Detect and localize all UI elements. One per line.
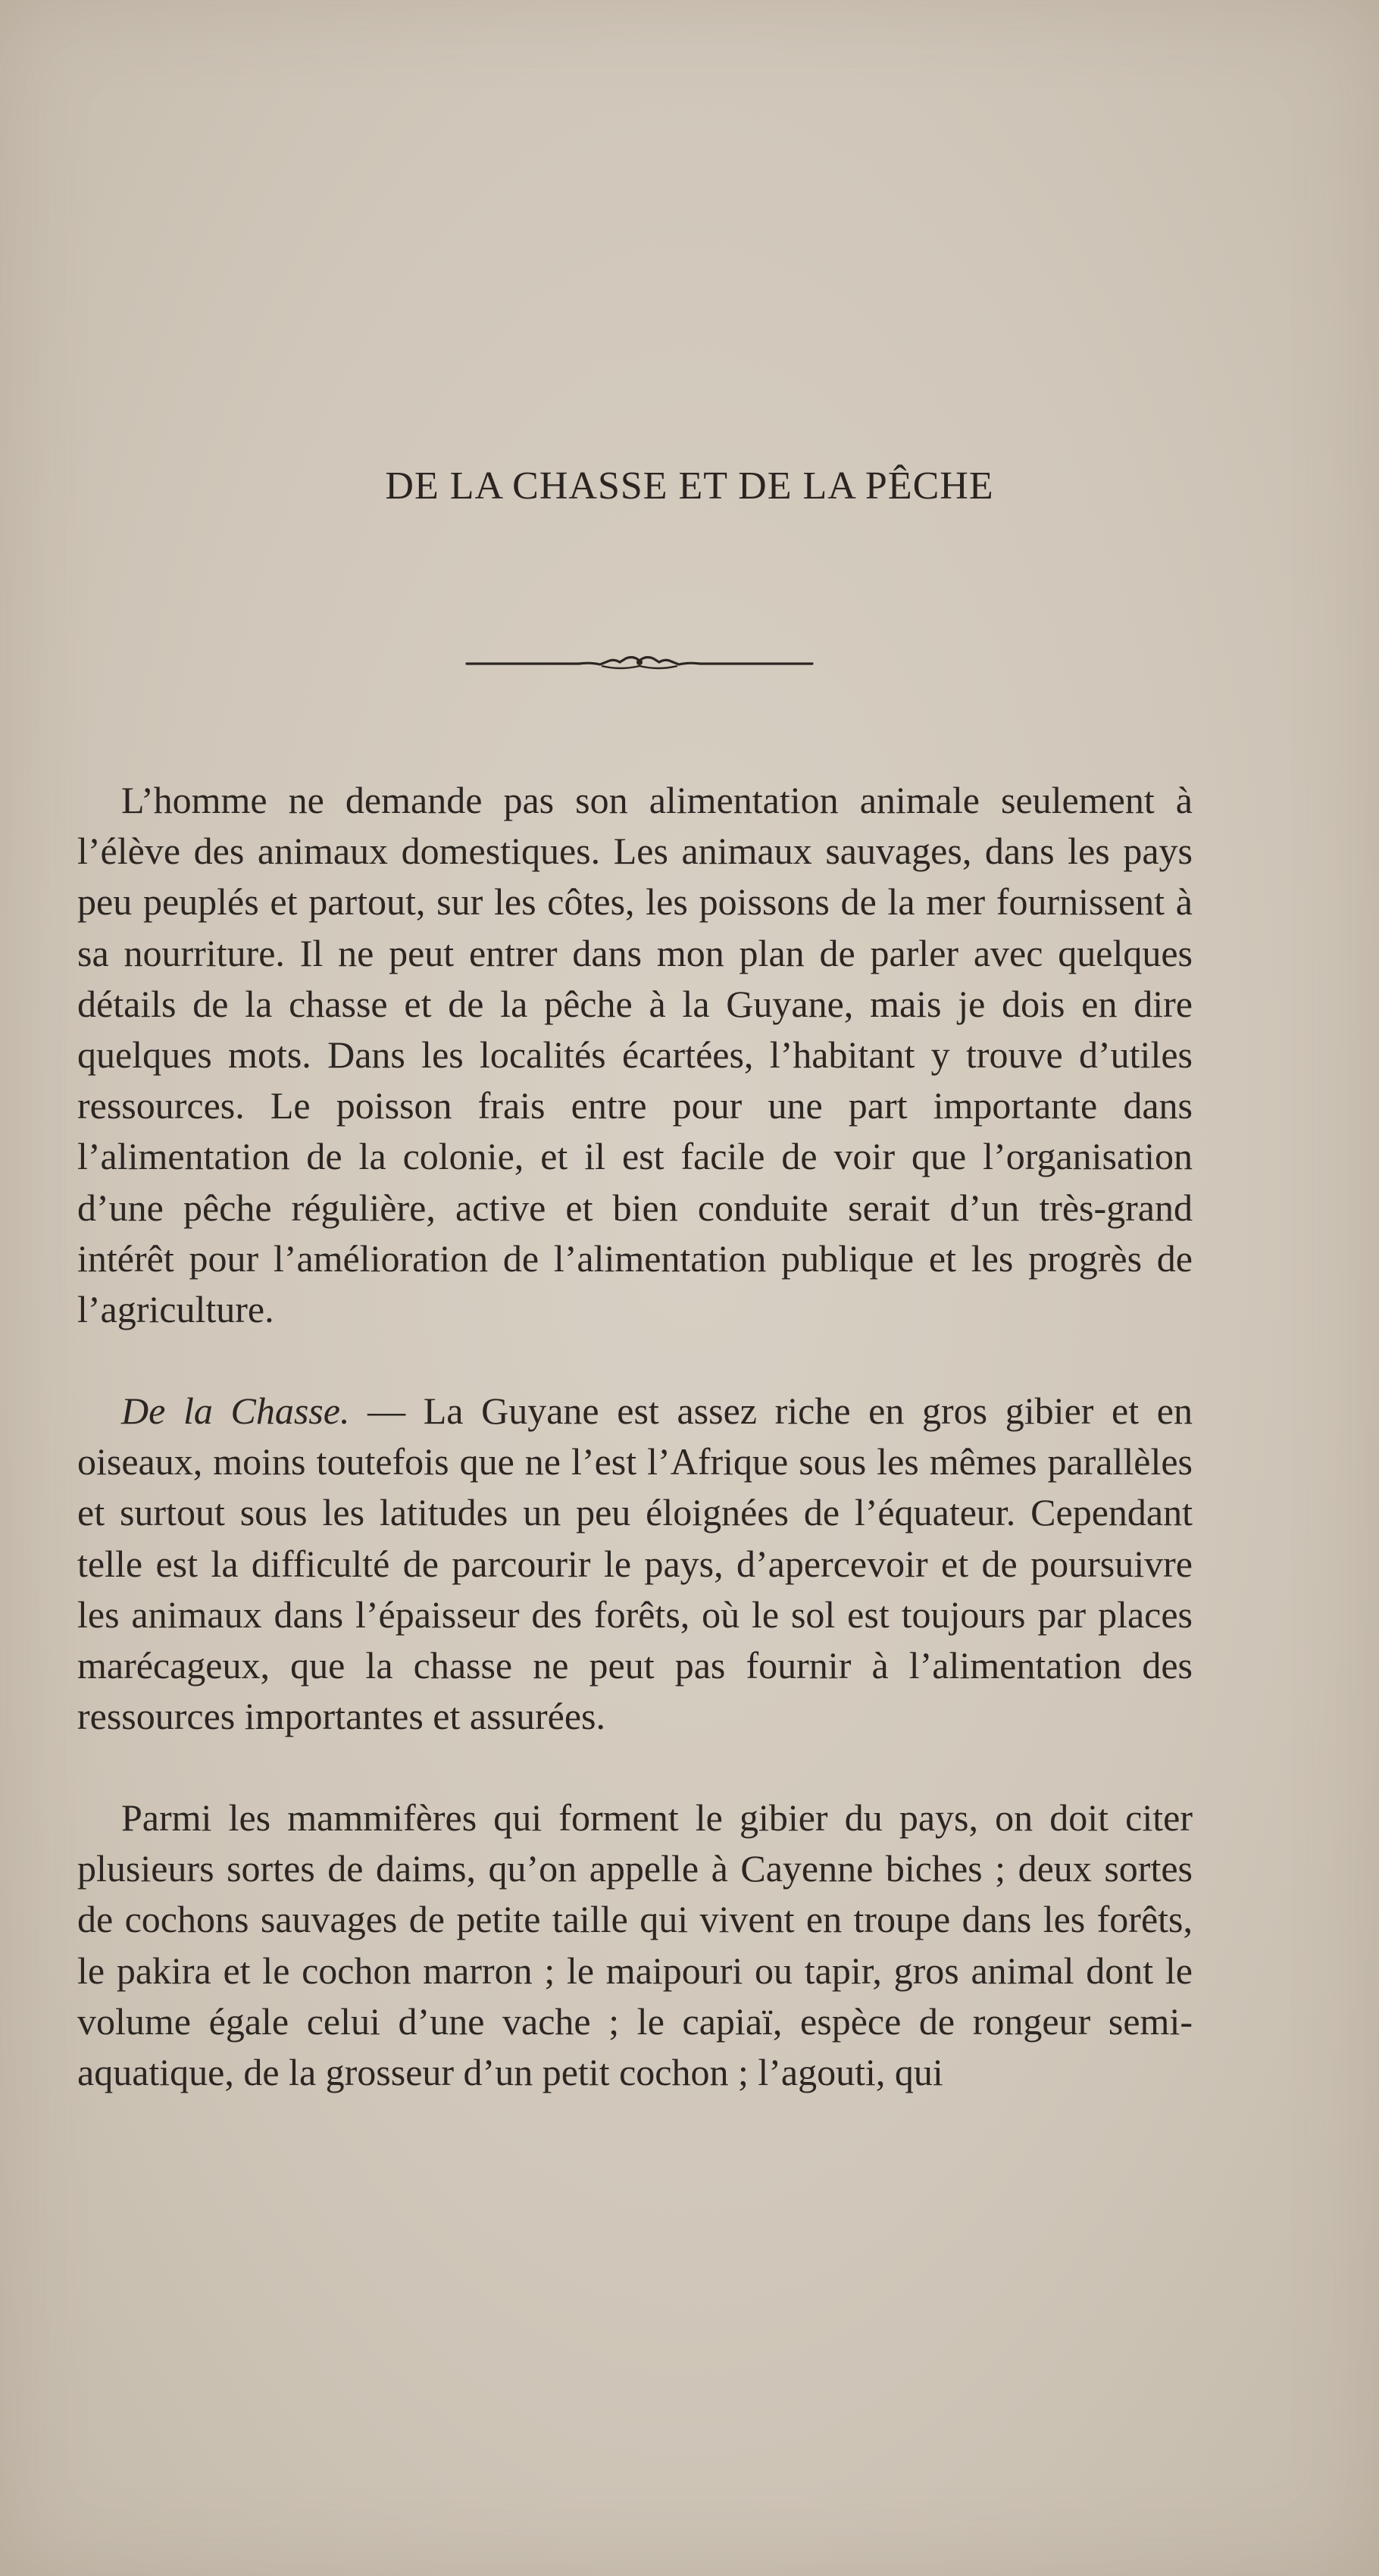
section-lead: De la Chasse. [121,1390,350,1432]
paragraph-body: — La Guyane est assez riche en gros gibier et en oiseaux, moins toutefois que ne l’est l’Afrique sous les mêmes parallèles et surtout sous les latitudes un peu éloignées de l’équateur. Cependant telle est la difficulté de parcourir le pays, d’apercevoir et de poursuivre les animaux dans l’épaisseur des forêts, où le sol est toujours par places marécageux, que la chasse ne peut pas fournir à l’alimentation des ressources importantes et assurées. [77,1390,1193,1738]
paragraph-mammals [77,1793,1193,2098]
chapter-heading: DE LA CHASSE ET DE LA PÊCHE [385,464,994,508]
decorative-rule-icon [465,648,814,678]
paragraph-text [77,1386,1193,1742]
paragraph-text: L’homme ne demande pas son alimentation animale seulement à l’élève des animaux domestiques. Les animaux sauvages, dans les pays peu peuplés et partout, sur les côtes, les poissons de la mer fournissent à sa nourriture. Il ne peut entrer dans mon plan de parler avec quelques détails de la chasse et de la pêche à la Guyane, mais je dois en dire quelques mots. Dans les localités écartées, l’habitant y trouve d’utiles ressources. Le poisson frais entre pour une part importante dans l’alimentation de la colonie, et il est facile de voir que l’organisation d’une pêche régulière, active et bien conduite serait d’un très-grand intérêt pour l’amélioration de l’alimentation publique et les progrès de l’agriculture. [77,779,1193,1331]
paragraph-text: Parmi les mammifères qui forment le gibier du pays, on doit citer plusieurs sortes de daims, qu’on appelle à Cayenne biches ; deux sortes de cochons sauvages de petite taille qui vivent en troupe dans les forêts, le pakira et le cochon marron ; le maipouri ou tapir, gros animal dont le volume égale celui d’une vache ; le capiaï, espèce de rongeur semi-aquatique, de la grosseur d’un petit cochon ; l’agouti, qui [77,1796,1193,2094]
paragraph-intro [77,775,1193,1335]
paragraph-hunting [77,1386,1193,1742]
